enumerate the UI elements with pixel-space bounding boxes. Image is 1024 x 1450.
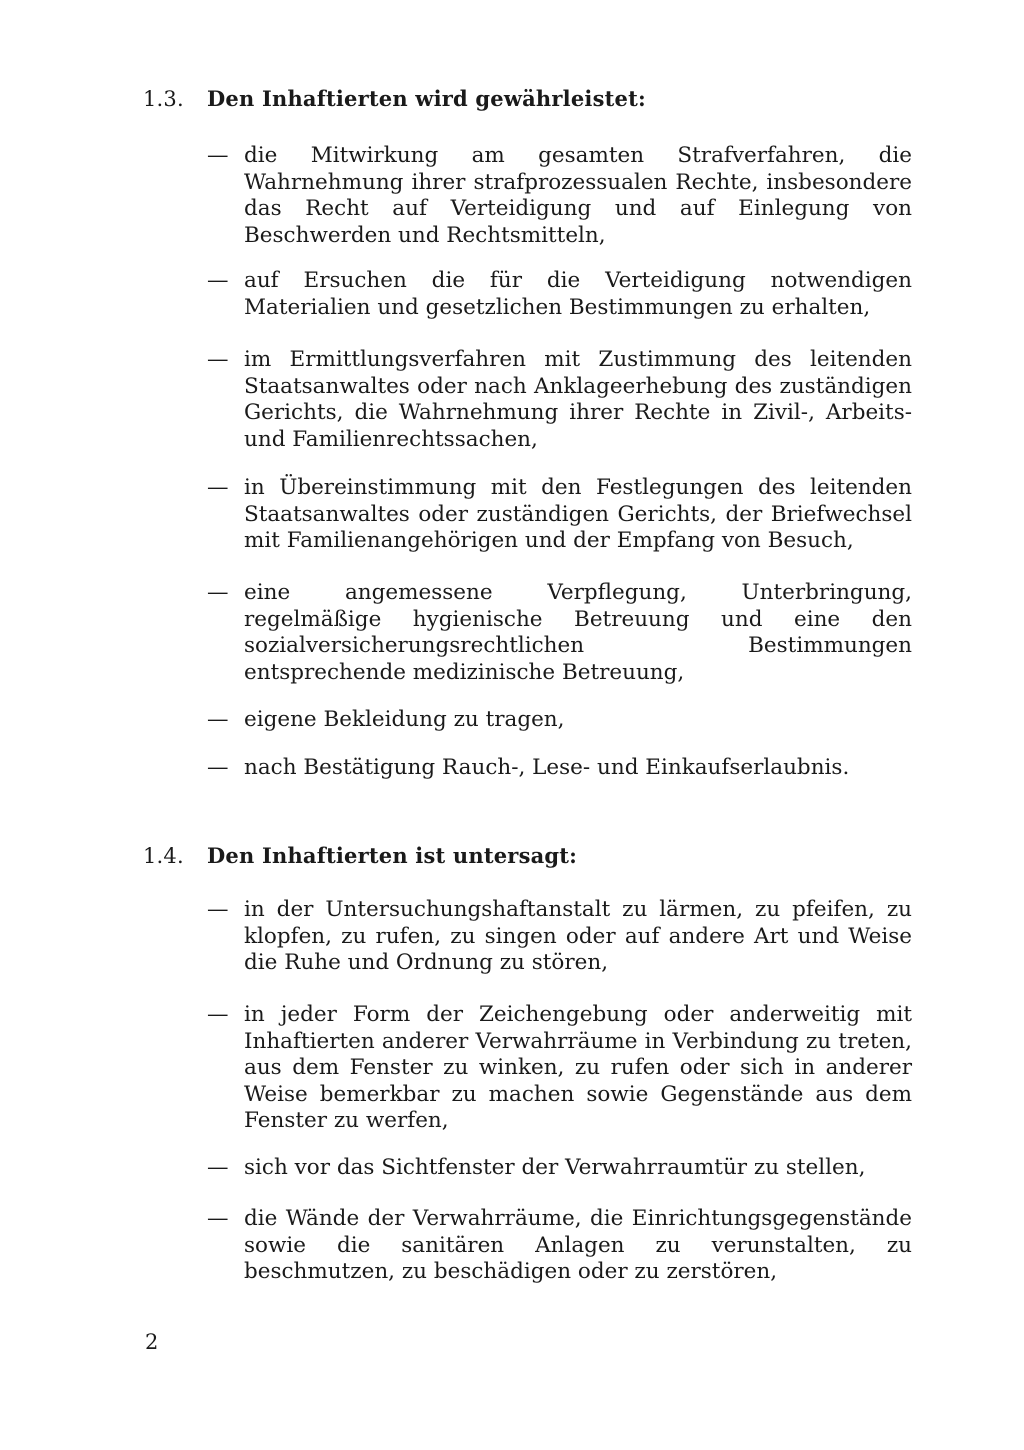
page-number: 2: [145, 1330, 159, 1354]
dash-bullet: —: [207, 268, 229, 293]
list-item: [207, 347, 912, 453]
section-number: 1.3.: [143, 87, 184, 111]
list-item-text: in Übereinstimmung mit den Festlegungen des leitenden Staatsanwaltes oder zuständigen Gerichts, der Briefwechsel mit Familienangehörigen und der Empfang von Besuch,: [244, 475, 912, 553]
list-item-text: sich vor das Sichtfenster der Verwahrraumtür zu stellen,: [244, 1155, 866, 1180]
list-item: [207, 475, 912, 555]
list-item: [207, 268, 912, 321]
section-heading-1-3: [143, 86, 646, 111]
section-number: 1.4.: [143, 844, 184, 868]
list-item: [207, 1002, 912, 1135]
dash-bullet: —: [207, 143, 229, 168]
list-item: [207, 897, 912, 977]
dash-bullet: —: [207, 1002, 229, 1027]
list-item: [207, 1155, 912, 1182]
list-item-text: im Ermittlungsverfahren mit Zustimmung des leitenden Staatsanwaltes oder nach Anklageerhebung des zuständigen Gerichts, die Wahrnehmung ihrer Rechte in Zivil-, Arbeits- und Familienrechtssachen,: [244, 347, 912, 452]
section-heading-1-4: [143, 843, 577, 868]
list-item-text: nach Bestätigung Rauch-, Lese- und Einkaufserlaubnis.: [244, 755, 850, 780]
dash-bullet: —: [207, 755, 229, 780]
dash-bullet: —: [207, 580, 229, 605]
list-item: [207, 755, 912, 782]
dash-bullet: —: [207, 707, 229, 732]
dash-bullet: —: [207, 1155, 229, 1180]
dash-bullet: —: [207, 347, 229, 372]
dash-bullet: —: [207, 897, 229, 922]
section-title: Den Inhaftierten wird gewährleistet:: [207, 86, 646, 111]
list-item: [207, 143, 912, 249]
list-item-text: in jeder Form der Zeichengebung oder anderweitig mit Inhaftierten anderer Verwahrräume in Verbindung zu treten, aus dem Fenster zu winken, zu rufen oder sich in anderer Weise bemerkbar zu machen sowie Gegenstände aus dem Fenster zu werfen,: [244, 1002, 912, 1133]
dash-bullet: —: [207, 1206, 229, 1231]
list-item-text: die Wände der Verwahrräume, die Einrichtungsgegenstände sowie die sanitären Anlagen zu verunstalten, zu beschmutzen, zu beschädigen oder zu zerstören,: [244, 1206, 912, 1284]
section-title: Den Inhaftierten ist untersagt:: [207, 843, 578, 868]
list-item-text: eigene Bekleidung zu tragen,: [244, 707, 565, 732]
list-item-text: in der Untersuchungshaftanstalt zu lärmen, zu pfeifen, zu klopfen, zu rufen, zu singen oder auf andere Art und Weise die Ruhe und Ordnung zu stören,: [244, 897, 912, 975]
list-item: [207, 580, 912, 686]
dash-bullet: —: [207, 475, 229, 500]
list-item: [207, 707, 912, 734]
list-item-text: eine angemessene Verpflegung, Unterbringung, regelmäßige hygienische Betreuung und eine den sozialversicherungsrechtlichen Bestimmungen entsprechende medizinische Betreuung,: [244, 580, 912, 685]
list-item: [207, 1206, 912, 1286]
list-item-text: auf Ersuchen die für die Verteidigung notwendigen Materialien und gesetzlichen Bestimmungen zu erhalten,: [244, 268, 912, 320]
list-item-text: die Mitwirkung am gesamten Strafverfahren, die Wahrnehmung ihrer strafprozessualen Rechte, insbesondere das Recht auf Verteidigung und auf Einlegung von Beschwerden und Rechtsmitteln,: [244, 143, 912, 248]
